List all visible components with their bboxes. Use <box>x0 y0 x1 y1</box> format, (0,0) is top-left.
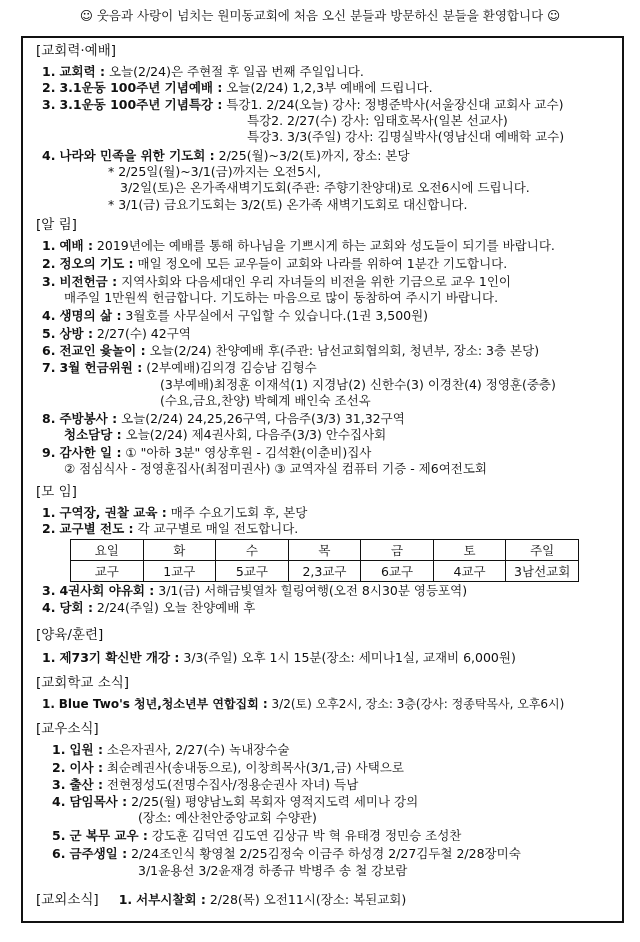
notice-item-3-cont: 매주일 1만원씩 헌금합니다. 기도하는 마음으로 많이 동참하여 주시기 바랍니다. <box>64 290 499 305</box>
section-title-worship: [교회력·예배] <box>36 43 117 59</box>
notice-item-7-cont-2: (수요,금요,찬양) 박혜계 배인숙 조선옥 <box>160 393 371 408</box>
table-cell: 요일 <box>71 540 144 561</box>
worship-item-1: 1. 교회력 : 오늘(2/24)은 주현절 후 일곱 번째 주일입니다. <box>42 64 364 79</box>
notice-item-7-cont-1: (3부예배)최정훈 이재석(1) 지경남(2) 신한수(3) 이경찬(4) 정영훈(중층) <box>160 377 556 392</box>
member-item-4-cont: (장소: 예산천안중앙교회 수양관) <box>138 810 317 825</box>
member-item-6-cont: 3/1윤용선 3/2윤재경 하종규 박병주 송 철 강보람 <box>138 863 408 878</box>
notice-item-2: 2. 정오의 기도 : 매일 정오에 모든 교우들이 교회와 나라를 위하여 1분간 기도합니다. <box>42 256 508 271</box>
member-item-3: 3. 출산 : 전현정성도(전명수집사/정용순권사 자녀) 득남 <box>52 777 359 792</box>
notice-item-9-cont: ② 점심식사 - 정영훈집사(최점미권사) ③ 교역자실 컴퓨터 기증 - 제6여전도회 <box>64 461 488 476</box>
table-cell: 토 <box>433 540 506 561</box>
table-cell: 6교구 <box>361 561 434 582</box>
notice-item-3: 3. 비전헌금 : 지역사회와 다음세대인 우리 자녀들의 비전을 위한 기금으로 교우 1인이 <box>42 274 511 289</box>
section-title-training: [양육/훈련] <box>36 627 104 643</box>
table-row-days <box>71 540 579 561</box>
table-cell: 3남선교회 <box>506 561 579 582</box>
notice-item-4: 4. 생명의 삶 : 3월호를 사무실에서 구입할 수 있습니다.(1권 3,500원) <box>42 308 429 323</box>
member-item-1: 1. 입원 : 소은자권사, 2/27(수) 녹내장수술 <box>52 742 290 757</box>
table-cell: 4교구 <box>433 561 506 582</box>
notice-item-8: 8. 주방봉사 : 오늘(2/24) 24,25,26구역, 다음주(3/3) 31,32구역 <box>42 411 405 426</box>
worship-item-3-lecture-2: 특강2. 2/27(수) 강사: 임태호목사(일본 선교사) <box>247 113 508 128</box>
evangelism-schedule-table <box>70 539 579 582</box>
worship-item-4-detail-2: 3/2일(토)은 온가족새벽기도회(주관: 주향기찬양대)로 오전6시에 드립니다. <box>120 180 530 195</box>
group-item-2: 2. 교구별 전도 : 각 교구별로 매일 전도합니다. <box>42 521 299 536</box>
section-title-school: [교회학교 소식] <box>36 675 130 691</box>
table-cell: 교구 <box>71 561 144 582</box>
welcome-banner: ☺ 웃음과 사랑이 넘치는 원미동교회에 처음 오신 분들과 방문하신 분들을 환영합니다 ☺ <box>79 8 561 23</box>
notice-item-8-cleaning: 청소담당 : 오늘(2/24) 제4권사회, 다음주(3/3) 안수집사회 <box>64 427 387 442</box>
table-cell: 1교구 <box>143 561 216 582</box>
table-cell: 5교구 <box>216 561 289 582</box>
member-item-6: 6. 금주생일 : 2/24조인식 황영철 2/25김정숙 이금주 하성경 2/27김두철 2/28장미숙 <box>52 846 521 861</box>
training-item-1: 1. 제73기 확신반 개강 : 3/3(주일) 오후 1시 15분(장소: 세미나1실, 교재비 6,000원) <box>42 650 516 665</box>
table-cell: 목 <box>288 540 361 561</box>
section-title-members: [교우소식] <box>36 721 99 737</box>
table-row-districts <box>71 561 579 582</box>
section-title-notices: [알 림] <box>36 217 77 233</box>
table-cell: 2,3교구 <box>288 561 361 582</box>
worship-item-4-detail-1: * 2/25일(월)~3/1(금)까지는 오전5시, <box>108 164 321 179</box>
member-item-4: 4. 담임목사 : 2/25(월) 평양남노회 목회자 영적지도력 세미나 강의 <box>52 794 419 809</box>
member-item-5: 5. 군 복무 교우 : 강도훈 김덕연 김도연 김상규 박 혁 유태경 정민승 조성찬 <box>52 828 462 843</box>
worship-item-4: 4. 나라와 민족을 위한 기도회 : 2/25(월)~3/2(토)까지, 장소: 본당 <box>42 148 410 163</box>
group-item-1: 1. 구역장, 권찰 교육 : 매주 수요기도회 후, 본당 <box>42 505 308 520</box>
table-cell: 수 <box>216 540 289 561</box>
notice-item-6: 6. 전교인 윷놀이 : 오늘(2/24) 찬양예배 후(주관: 남선교회협의회, 청년부, 장소: 3층 본당) <box>42 343 540 358</box>
table-cell: 주일 <box>506 540 579 561</box>
group-item-3: 3. 4권사회 야유회 : 3/1(금) 서해금빛열차 힐링여행(오전 8시30분 영등포역) <box>42 583 468 598</box>
notice-item-1: 1. 예배 : 2019년에는 예배를 통해 하나님을 기쁘시게 하는 교회와 성도들이 되기를 바랍니다. <box>42 238 555 253</box>
notice-item-9: 9. 감사한 일 : ① "아하 3분" 영상후원 - 김석환(이춘비)집사 <box>42 445 372 460</box>
school-item-1: 1. Blue Two's 청년,청소년부 연합집회 : 3/2(토) 오후2시, 장소: 3층(강사: 정종탁목사, 오후6시) <box>42 697 565 711</box>
worship-item-4-detail-3: * 3/1(금) 금요기도회는 3/2(토) 온가족 새벽기도회로 대신합니다. <box>108 197 468 212</box>
table-cell: 화 <box>143 540 216 561</box>
member-item-2: 2. 이사 : 최순례권사(송내동으로), 이창희목사(3/1,금) 사택으로 <box>52 760 404 775</box>
group-item-4: 4. 당회 : 2/24(주일) 오늘 찬양예배 후 <box>42 600 256 615</box>
worship-item-2: 2. 3.1운동 100주년 기념예배 : 오늘(2/24) 1,2,3부 예배에 드립니다. <box>42 80 433 95</box>
table-cell: 금 <box>361 540 434 561</box>
external-news: [교외소식] 1. 서부시찰회 : 2/28(목) 오전11시(장소: 복된교회) <box>36 892 407 908</box>
worship-item-3: 3. 3.1운동 100주년 기념특강 : 특강1. 2/24(오늘) 강사: 정병준박사(서울장신대 교회사 교수) <box>42 97 564 112</box>
notice-item-7: 7. 3월 헌금위원 : (2부예배)김의경 김승남 김형수 <box>42 360 317 375</box>
section-title-groups: [모 임] <box>36 484 77 500</box>
notice-item-5: 5. 상방 : 2/27(수) 42구역 <box>42 326 191 341</box>
worship-item-3-lecture-3: 특강3. 3/3(주일) 강사: 김명실박사(영남신대 예배학 교수) <box>247 129 565 144</box>
